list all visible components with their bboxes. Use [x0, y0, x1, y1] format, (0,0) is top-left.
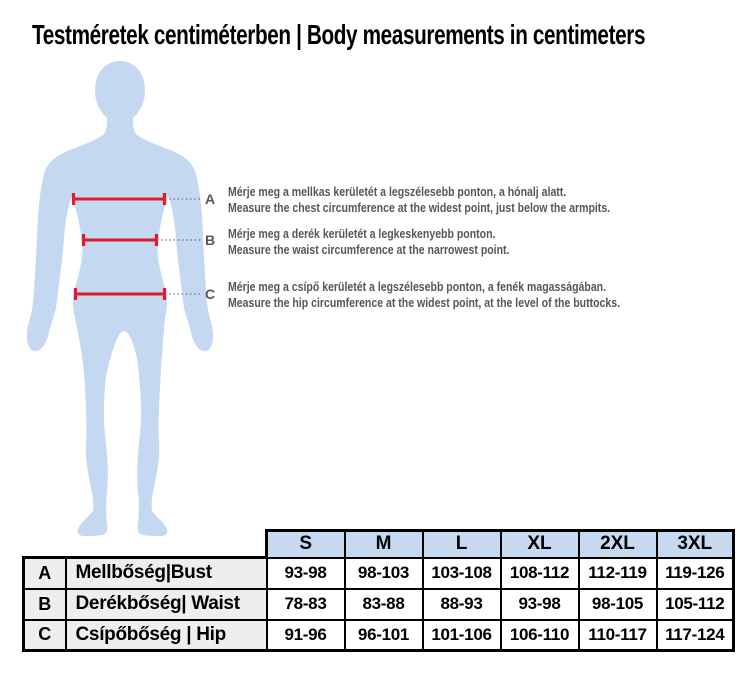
header-spacer — [66, 531, 267, 558]
marker-letter-b: B — [205, 232, 216, 248]
bust-m: 98-103 — [345, 558, 423, 589]
row-label: Mellbőség|Bust — [66, 558, 267, 589]
header-spacer — [24, 531, 66, 558]
size-col-3xl: 3XL — [657, 531, 734, 558]
annotation-chest-en: Measure the chest circumference at the widest point, just below the armpits. — [228, 199, 611, 215]
size-col-l: L — [423, 531, 501, 558]
annotation-hip-hu: Mérje meg a csípő kerületét a legszélesebb ponton, a fenék magasságában. — [228, 279, 607, 294]
bust-s: 93-98 — [267, 558, 345, 589]
annotation-waist — [228, 226, 509, 257]
hip-l: 101-106 — [423, 620, 501, 651]
waist-2xl: 98-105 — [579, 589, 657, 620]
row-label: Derékbőség| Waist — [66, 589, 267, 620]
size-table-header-row — [24, 531, 734, 558]
table-row-hip — [24, 620, 734, 651]
row-letter: B — [24, 589, 66, 620]
size-col-m: M — [345, 531, 423, 558]
annotation-chest-hu: Mérje meg a mellkas kerületét a legszélesebb ponton, a hónalj alatt. — [228, 184, 567, 199]
table-row-bust — [24, 558, 734, 589]
row-letter: A — [24, 558, 66, 589]
table-row-waist — [24, 589, 734, 620]
bust-3xl: 119-126 — [657, 558, 734, 589]
body-silhouette — [27, 61, 213, 536]
hip-3xl: 117-124 — [657, 620, 734, 651]
annotation-chest — [228, 184, 610, 215]
waist-m: 83-88 — [345, 589, 423, 620]
annotation-waist-en: Measure the waist circumference at the narrowest point. — [228, 241, 510, 257]
row-letter: C — [24, 620, 66, 651]
marker-letter-a: A — [205, 191, 216, 207]
row-label: Csípőbőség | Hip — [66, 620, 267, 651]
bust-l: 103-108 — [423, 558, 501, 589]
waist-3xl: 105-112 — [657, 589, 734, 620]
hip-2xl: 110-117 — [579, 620, 657, 651]
size-col-s: S — [267, 531, 345, 558]
waist-xl: 93-98 — [501, 589, 579, 620]
waist-l: 88-93 — [423, 589, 501, 620]
hip-s: 91-96 — [267, 620, 345, 651]
annotation-waist-hu: Mérje meg a derék kerületét a legkeskenyebb ponton. — [228, 226, 496, 241]
hip-xl: 106-110 — [501, 620, 579, 651]
bust-2xl: 112-119 — [579, 558, 657, 589]
hip-m: 96-101 — [345, 620, 423, 651]
page-title: Testméretek centiméterben | Body measurements in centimeters — [32, 19, 646, 50]
size-col-xl: XL — [501, 531, 579, 558]
marker-letter-c: C — [205, 286, 216, 302]
annotation-hip-en: Measure the hip circumference at the widest point, at the level of the buttocks. — [228, 294, 621, 310]
waist-s: 78-83 — [267, 589, 345, 620]
annotation-hip — [228, 279, 620, 310]
bust-xl: 108-112 — [501, 558, 579, 589]
size-col-2xl: 2XL — [579, 531, 657, 558]
size-table — [22, 529, 735, 652]
